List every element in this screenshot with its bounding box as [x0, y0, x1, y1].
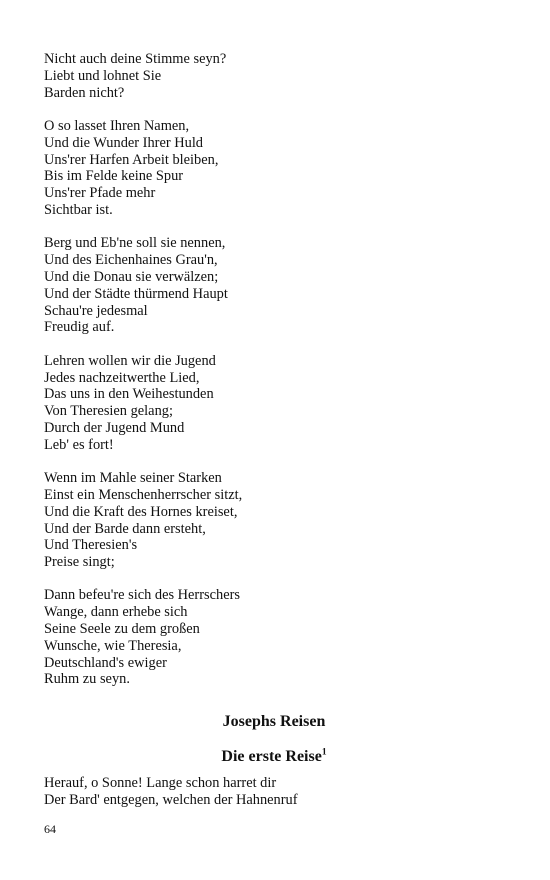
- verse-line: Freudig auf.: [44, 319, 115, 336]
- verse-line: Wunsche, wie Theresia,: [44, 637, 182, 654]
- verse-line: Uns'rer Harfen Arbeit bleiben,: [44, 151, 219, 168]
- prose-line: Der Bard' entgegen, welchen der Hahnenruf: [44, 791, 298, 808]
- poem: [44, 51, 504, 705]
- verse-line: Preise singt;: [44, 554, 115, 571]
- verse-line: Nicht auch deine Stimme seyn?: [44, 51, 227, 67]
- verse-line: Barden nicht?: [44, 84, 125, 101]
- verse-line: Dann befeu're sich des Herrschers: [44, 587, 240, 604]
- verse-line: Das uns in den Weihestunden: [44, 386, 214, 403]
- verse-line: Seine Seele zu dem großen: [44, 621, 200, 638]
- verse-line: Jedes nachzeitwerthe Lied,: [44, 369, 200, 386]
- verse-line: Und Theresien's: [44, 537, 138, 554]
- verse-line: Und der Barde dann ersteht,: [44, 520, 206, 537]
- verse-line: Und die Donau sie verwälzen;: [44, 268, 219, 285]
- page-number: 64: [44, 822, 56, 836]
- verse-line: Und der Städte thürmend Haupt: [44, 285, 228, 302]
- verse-line: Von Theresien gelang;: [44, 403, 173, 420]
- verse-line: Einst ein Menschenherrscher sitzt,: [44, 486, 243, 503]
- verse-line: O so lasset Ihren Namen,: [44, 117, 190, 134]
- stanza: [44, 587, 504, 688]
- verse-line: Durch der Jugend Mund: [44, 419, 185, 436]
- verse-line: Schau're jedesmal: [44, 302, 148, 319]
- verse-line: Lehren wollen wir die Jugend: [44, 352, 216, 369]
- verse-line: Und die Wunder Ihrer Huld: [44, 134, 204, 151]
- verse-line: Und die Kraft des Hornes kreiset,: [44, 503, 238, 520]
- stanza: [44, 51, 504, 101]
- verse-line: Leb' es fort!: [44, 436, 114, 453]
- verse-line: Liebt und lohnet Sie: [44, 67, 162, 84]
- stanza: [44, 235, 504, 336]
- footnote-marker[interactable]: 1: [321, 747, 327, 758]
- prose-text: [44, 775, 504, 809]
- stanza: [44, 118, 504, 219]
- verse-line: Sichtbar ist.: [44, 201, 113, 218]
- stanza: [44, 353, 504, 454]
- stanza: [44, 470, 504, 571]
- verse-line: Wenn im Mahle seiner Starken: [44, 470, 222, 487]
- subheading: [44, 747, 504, 767]
- verse-line: Bis im Felde keine Spur: [44, 168, 184, 185]
- subheading-text: Die erste Reise: [221, 748, 322, 765]
- verse-line: Deutschland's ewiger: [44, 654, 167, 671]
- section-heading: Josephs Reisen: [222, 713, 326, 730]
- prose-line: Herauf, o Sonne! Lange schon harret dir: [44, 775, 277, 791]
- verse-line: Ruhm zu seyn.: [44, 671, 130, 688]
- verse-line: Und des Eichenhaines Grau'n,: [44, 252, 218, 269]
- verse-line: Uns'rer Pfade mehr: [44, 185, 156, 202]
- verse-line: Berg und Eb'ne soll sie nennen,: [44, 235, 226, 252]
- verse-line: Wange, dann erhebe sich: [44, 604, 188, 621]
